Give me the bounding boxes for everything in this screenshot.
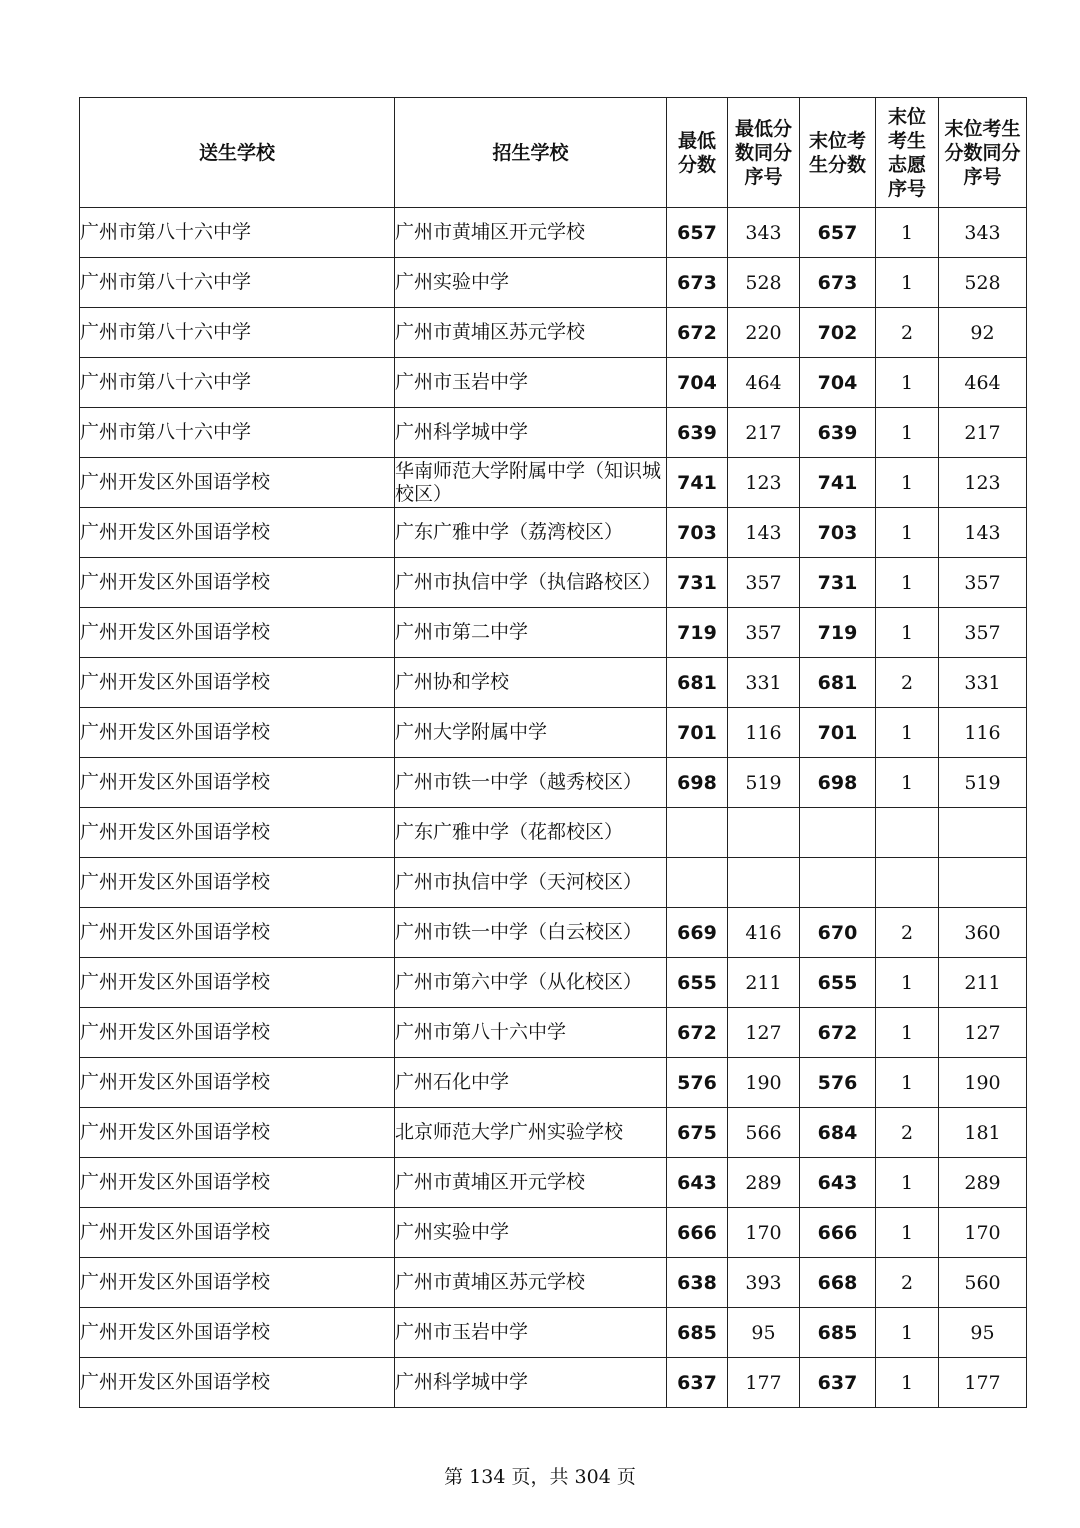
header-line: 序号 xyxy=(744,165,783,188)
min-score-cell: 637 xyxy=(667,1358,728,1408)
header-last-score-rank xyxy=(939,98,1027,208)
table-row xyxy=(80,708,1027,758)
header-last-choice-no xyxy=(876,98,939,208)
header-line: 送生学校 xyxy=(198,141,275,164)
table-row xyxy=(80,808,1027,858)
page-footer: 第 134 页，共 304 页 xyxy=(444,1466,636,1488)
sending-school-cell: 广州市第八十六中学 xyxy=(80,358,395,408)
sending-school-cell: 广州开发区外国语学校 xyxy=(80,458,395,508)
last-score-cell xyxy=(800,858,876,908)
last-choice-no-cell: 1 xyxy=(876,958,939,1008)
last-score-rank-cell: 95 xyxy=(939,1308,1027,1358)
last-score-cell: 639 xyxy=(800,408,876,458)
table-row xyxy=(80,1258,1027,1308)
admitting-school-cell: 广州市玉岩中学 xyxy=(395,358,667,408)
last-score-cell: 657 xyxy=(800,208,876,258)
header-min-score-rank xyxy=(728,98,800,208)
last-score-rank-cell: 211 xyxy=(939,958,1027,1008)
min-score-rank-cell: 528 xyxy=(728,258,800,308)
header-line: 序号 xyxy=(887,177,926,200)
last-choice-no-cell: 1 xyxy=(876,1058,939,1108)
last-score-rank-cell: 357 xyxy=(939,558,1027,608)
last-score-cell: 668 xyxy=(800,1258,876,1308)
last-score-rank-cell: 127 xyxy=(939,1008,1027,1058)
table-row xyxy=(80,958,1027,1008)
header-line: 序号 xyxy=(963,165,1002,188)
last-score-rank-cell: 528 xyxy=(939,258,1027,308)
last-choice-no-cell: 2 xyxy=(876,308,939,358)
last-score-cell: 643 xyxy=(800,1158,876,1208)
header-line: 招生学校 xyxy=(492,141,569,164)
sending-school-cell: 广州开发区外国语学校 xyxy=(80,1358,395,1408)
header-min-score xyxy=(667,98,728,208)
min-score-rank-cell: 190 xyxy=(728,1058,800,1108)
last-choice-no-cell: 1 xyxy=(876,358,939,408)
min-score-cell: 681 xyxy=(667,658,728,708)
last-score-rank-cell: 560 xyxy=(939,1258,1027,1308)
table-row xyxy=(80,908,1027,958)
min-score-rank-cell: 464 xyxy=(728,358,800,408)
admitting-school-cell: 广东广雅中学（花都校区） xyxy=(395,808,667,858)
admitting-school-cell: 广州市执信中学（天河校区） xyxy=(395,858,667,908)
admitting-school-cell: 广州市铁一中学（白云校区） xyxy=(395,908,667,958)
sending-school-cell: 广州开发区外国语学校 xyxy=(80,908,395,958)
last-score-rank-cell: 190 xyxy=(939,1058,1027,1108)
last-score-cell: 684 xyxy=(800,1108,876,1158)
last-score-rank-cell xyxy=(939,808,1027,858)
last-choice-no-cell: 1 xyxy=(876,558,939,608)
last-score-rank-cell: 357 xyxy=(939,608,1027,658)
table-row xyxy=(80,1358,1027,1408)
min-score-rank-cell: 217 xyxy=(728,408,800,458)
header-line: 末位考 xyxy=(808,129,866,152)
min-score-rank-cell: 170 xyxy=(728,1208,800,1258)
min-score-cell: 703 xyxy=(667,508,728,558)
last-score-rank-cell: 343 xyxy=(939,208,1027,258)
sending-school-cell: 广州开发区外国语学校 xyxy=(80,1258,395,1308)
last-score-rank-cell: 289 xyxy=(939,1158,1027,1208)
sending-school-cell: 广州开发区外国语学校 xyxy=(80,508,395,558)
min-score-rank-cell: 331 xyxy=(728,658,800,708)
header-last-score xyxy=(800,98,876,208)
last-choice-no-cell: 1 xyxy=(876,1208,939,1258)
last-score-cell: 703 xyxy=(800,508,876,558)
last-score-cell: 655 xyxy=(800,958,876,1008)
header-admitting-school xyxy=(395,98,667,208)
header-sending-school xyxy=(80,98,395,208)
last-score-cell: 698 xyxy=(800,758,876,808)
table-row xyxy=(80,308,1027,358)
sending-school-cell: 广州开发区外国语学校 xyxy=(80,1008,395,1058)
admitting-school-cell: 广州市黄埔区开元学校 xyxy=(395,208,667,258)
min-score-rank-cell: 220 xyxy=(728,308,800,358)
min-score-cell: 666 xyxy=(667,1208,728,1258)
min-score-rank-cell: 127 xyxy=(728,1008,800,1058)
sending-school-cell: 广州开发区外国语学校 xyxy=(80,1158,395,1208)
table-row xyxy=(80,458,1027,508)
min-score-cell: 655 xyxy=(667,958,728,1008)
min-score-cell: 719 xyxy=(667,608,728,658)
sending-school-cell: 广州开发区外国语学校 xyxy=(80,1308,395,1358)
last-choice-no-cell: 1 xyxy=(876,258,939,308)
last-choice-no-cell: 1 xyxy=(876,1358,939,1408)
min-score-rank-cell: 519 xyxy=(728,758,800,808)
admitting-school-cell: 华南师范大学附属中学（知识城校区） xyxy=(395,458,667,508)
header-line: 末位考生 xyxy=(944,117,1021,140)
table-row xyxy=(80,758,1027,808)
min-score-rank-cell: 123 xyxy=(728,458,800,508)
last-score-cell: 670 xyxy=(800,908,876,958)
sending-school-cell: 广州市第八十六中学 xyxy=(80,408,395,458)
min-score-rank-cell: 343 xyxy=(728,208,800,258)
min-score-cell: 675 xyxy=(667,1108,728,1158)
last-score-rank-cell: 181 xyxy=(939,1108,1027,1158)
last-score-rank-cell: 123 xyxy=(939,458,1027,508)
last-score-cell: 672 xyxy=(800,1008,876,1058)
sending-school-cell: 广州开发区外国语学校 xyxy=(80,1108,395,1158)
admitting-school-cell: 广州市第八十六中学 xyxy=(395,1008,667,1058)
min-score-cell: 657 xyxy=(667,208,728,258)
table-row xyxy=(80,358,1027,408)
table-row xyxy=(80,1058,1027,1108)
table-row xyxy=(80,258,1027,308)
sending-school-cell: 广州市第八十六中学 xyxy=(80,258,395,308)
last-choice-no-cell: 1 xyxy=(876,408,939,458)
header-line: 考生 xyxy=(887,129,926,152)
min-score-cell: 731 xyxy=(667,558,728,608)
last-score-rank-cell: 360 xyxy=(939,908,1027,958)
table-row xyxy=(80,408,1027,458)
table-row xyxy=(80,1108,1027,1158)
min-score-cell: 643 xyxy=(667,1158,728,1208)
min-score-cell: 669 xyxy=(667,908,728,958)
header-line: 最低 xyxy=(677,129,716,152)
last-choice-no-cell xyxy=(876,808,939,858)
admitting-school-cell: 广州市铁一中学（越秀校区） xyxy=(395,758,667,808)
admissions-table xyxy=(79,97,1027,1408)
table-row xyxy=(80,1308,1027,1358)
last-choice-no-cell: 1 xyxy=(876,1308,939,1358)
admitting-school-cell: 广州市第六中学（从化校区） xyxy=(395,958,667,1008)
admitting-school-cell: 广州协和学校 xyxy=(395,658,667,708)
header-line: 数同分 xyxy=(734,141,792,164)
sending-school-cell: 广州开发区外国语学校 xyxy=(80,858,395,908)
last-score-rank-cell xyxy=(939,858,1027,908)
min-score-rank-cell: 177 xyxy=(728,1358,800,1408)
header-line: 生分数 xyxy=(808,153,866,176)
last-score-rank-cell: 331 xyxy=(939,658,1027,708)
sending-school-cell: 广州开发区外国语学校 xyxy=(80,958,395,1008)
admitting-school-cell: 广州市黄埔区开元学校 xyxy=(395,1158,667,1208)
sending-school-cell: 广州开发区外国语学校 xyxy=(80,1058,395,1108)
min-score-rank-cell: 95 xyxy=(728,1308,800,1358)
admitting-school-cell: 广州市黄埔区苏元学校 xyxy=(395,308,667,358)
sending-school-cell: 广州开发区外国语学校 xyxy=(80,758,395,808)
min-score-rank-cell xyxy=(728,808,800,858)
min-score-cell: 741 xyxy=(667,458,728,508)
last-choice-no-cell: 1 xyxy=(876,608,939,658)
admitting-school-cell: 广州石化中学 xyxy=(395,1058,667,1108)
last-score-cell: 681 xyxy=(800,658,876,708)
sending-school-cell: 广州开发区外国语学校 xyxy=(80,558,395,608)
table-row xyxy=(80,658,1027,708)
last-choice-no-cell: 2 xyxy=(876,1108,939,1158)
table-row xyxy=(80,1208,1027,1258)
sending-school-cell: 广州开发区外国语学校 xyxy=(80,1208,395,1258)
min-score-rank-cell xyxy=(728,858,800,908)
min-score-cell: 576 xyxy=(667,1058,728,1108)
min-score-rank-cell: 357 xyxy=(728,558,800,608)
header-line: 志愿 xyxy=(887,153,926,176)
sending-school-cell: 广州开发区外国语学校 xyxy=(80,708,395,758)
last-score-cell: 701 xyxy=(800,708,876,758)
last-choice-no-cell: 2 xyxy=(876,908,939,958)
min-score-cell: 672 xyxy=(667,1008,728,1058)
last-choice-no-cell: 1 xyxy=(876,208,939,258)
last-choice-no-cell: 1 xyxy=(876,1158,939,1208)
min-score-cell: 639 xyxy=(667,408,728,458)
min-score-rank-cell: 416 xyxy=(728,908,800,958)
header-line: 末位 xyxy=(887,105,926,128)
last-score-rank-cell: 92 xyxy=(939,308,1027,358)
last-score-cell xyxy=(800,808,876,858)
admitting-school-cell: 广州大学附属中学 xyxy=(395,708,667,758)
min-score-cell: 673 xyxy=(667,258,728,308)
last-score-cell: 704 xyxy=(800,358,876,408)
admitting-school-cell: 广州科学城中学 xyxy=(395,408,667,458)
last-choice-no-cell: 1 xyxy=(876,508,939,558)
min-score-cell: 704 xyxy=(667,358,728,408)
min-score-cell xyxy=(667,808,728,858)
admitting-school-cell: 广州市执信中学（执信路校区） xyxy=(395,558,667,608)
last-score-rank-cell: 143 xyxy=(939,508,1027,558)
last-choice-no-cell: 1 xyxy=(876,758,939,808)
min-score-cell: 672 xyxy=(667,308,728,358)
admitting-school-cell: 广州实验中学 xyxy=(395,258,667,308)
last-score-cell: 666 xyxy=(800,1208,876,1258)
last-score-cell: 741 xyxy=(800,458,876,508)
table-header-row xyxy=(80,98,1027,208)
last-score-rank-cell: 519 xyxy=(939,758,1027,808)
min-score-rank-cell: 143 xyxy=(728,508,800,558)
min-score-rank-cell: 566 xyxy=(728,1108,800,1158)
table-row xyxy=(80,858,1027,908)
min-score-rank-cell: 289 xyxy=(728,1158,800,1208)
min-score-rank-cell: 393 xyxy=(728,1258,800,1308)
admitting-school-cell: 北京师范大学广州实验学校 xyxy=(395,1108,667,1158)
sending-school-cell: 广州开发区外国语学校 xyxy=(80,658,395,708)
sending-school-cell: 广州市第八十六中学 xyxy=(80,208,395,258)
sending-school-cell: 广州市第八十六中学 xyxy=(80,308,395,358)
min-score-cell xyxy=(667,858,728,908)
last-score-cell: 731 xyxy=(800,558,876,608)
last-score-cell: 685 xyxy=(800,1308,876,1358)
admitting-school-cell: 广东广雅中学（荔湾校区） xyxy=(395,508,667,558)
last-choice-no-cell: 1 xyxy=(876,1008,939,1058)
min-score-rank-cell: 211 xyxy=(728,958,800,1008)
sending-school-cell: 广州开发区外国语学校 xyxy=(80,608,395,658)
sending-school-cell: 广州开发区外国语学校 xyxy=(80,808,395,858)
admitting-school-cell: 广州市玉岩中学 xyxy=(395,1308,667,1358)
last-score-rank-cell: 177 xyxy=(939,1358,1027,1408)
admitting-school-cell: 广州市黄埔区苏元学校 xyxy=(395,1258,667,1308)
table-row xyxy=(80,608,1027,658)
min-score-cell: 698 xyxy=(667,758,728,808)
table-row xyxy=(80,508,1027,558)
min-score-cell: 638 xyxy=(667,1258,728,1308)
last-score-cell: 702 xyxy=(800,308,876,358)
table-row xyxy=(80,558,1027,608)
table-row xyxy=(80,1008,1027,1058)
table-row xyxy=(80,208,1027,258)
last-score-cell: 673 xyxy=(800,258,876,308)
header-line: 分数 xyxy=(677,153,716,176)
table-body xyxy=(80,208,1027,1408)
header-line: 最低分 xyxy=(734,117,792,140)
min-score-rank-cell: 116 xyxy=(728,708,800,758)
last-choice-no-cell: 2 xyxy=(876,658,939,708)
table-row xyxy=(80,1158,1027,1208)
last-score-cell: 576 xyxy=(800,1058,876,1108)
last-score-rank-cell: 116 xyxy=(939,708,1027,758)
last-score-rank-cell: 464 xyxy=(939,358,1027,408)
last-score-cell: 637 xyxy=(800,1358,876,1408)
admitting-school-cell: 广州市第二中学 xyxy=(395,608,667,658)
min-score-cell: 701 xyxy=(667,708,728,758)
min-score-cell: 685 xyxy=(667,1308,728,1358)
last-choice-no-cell xyxy=(876,858,939,908)
last-score-rank-cell: 217 xyxy=(939,408,1027,458)
min-score-rank-cell: 357 xyxy=(728,608,800,658)
last-choice-no-cell: 1 xyxy=(876,708,939,758)
admitting-school-cell: 广州科学城中学 xyxy=(395,1358,667,1408)
last-choice-no-cell: 1 xyxy=(876,458,939,508)
header-line: 分数同分 xyxy=(944,141,1021,164)
last-score-rank-cell: 170 xyxy=(939,1208,1027,1258)
last-score-cell: 719 xyxy=(800,608,876,658)
last-choice-no-cell: 2 xyxy=(876,1258,939,1308)
admitting-school-cell: 广州实验中学 xyxy=(395,1208,667,1258)
